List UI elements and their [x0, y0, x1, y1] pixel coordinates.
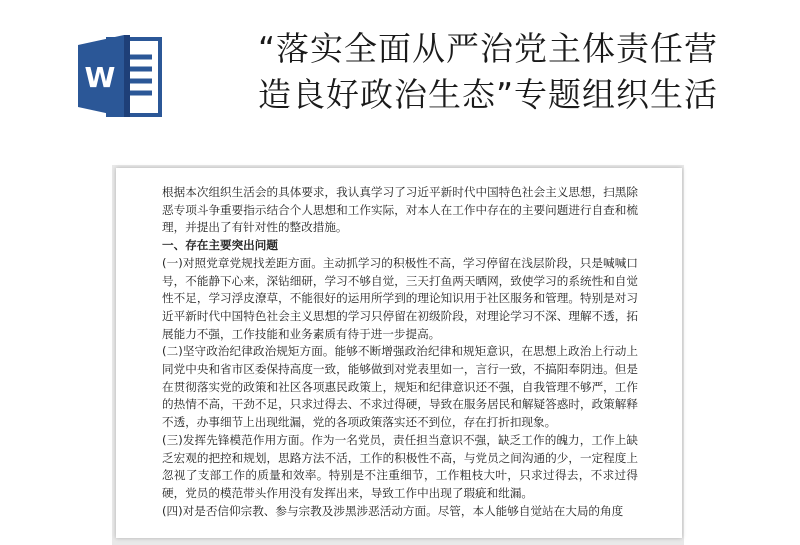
- intro-paragraph: 根据本次组织生活会的具体要求，我认真学习了习近平新时代中国特色社会主义思想，扫黑除恶专项斗争重要指示结合个人思想和工作实际，对本人在工作中存在的主要问题进行自查和梳理，并提出了有针对性的整改措施。: [162, 185, 638, 235]
- header: [0, 0, 800, 160]
- paragraph: (二)坚守政治纪律政治规矩方面。能够不断增强政治纪律和规矩意识，在思想上政治上行动上同党中央和省市区委保持高度一致，能够做到对党表里如一，言行一致，不搞阳奉阴违。但是在贯彻落实党的政策和社区各项惠民政策上，规矩和纪律意识还不强，自我管理不够严，工作的热情不高，干劲不足，只求过得去、不求过得硬，导致在服务居民和解疑答惑时，政策解释不透，办事细节上出现纰漏，党的各项政策落实还不到位，存在打折扣现象。: [162, 344, 638, 430]
- page-title: [188, 26, 788, 118]
- title-line-2: 造良好政治生态”专题组织生活: [257, 75, 719, 114]
- word-document-icon: [78, 31, 166, 121]
- section-heading: 一、存在主要突出问题: [162, 238, 278, 253]
- paragraph: (一)对照党章党规找差距方面。主动抓学习的积极性不高，学习停留在浅层阶段，只是喊喊口号，不能静下心来，深钻细研，学习不够自觉，三天打鱼两天晒网，致使学习的系统性和自觉性不足，学习浮皮潦草，不能很好的运用所学到的理论知识用于社区服务和管理。特别是对习近平新时代中国特色社会主义思想的学习只停留在初级阶段，对理论学习不深、理解不透，拓展能力不强，工作技能和业务素质有待于进一步提高。: [162, 255, 638, 341]
- document-body: [162, 184, 638, 520]
- document-page[interactable]: [116, 168, 682, 538]
- paragraph: (四)对是否信仰宗教、参与宗教及涉黑涉恶活动方面。尽管，本人能够自觉站在大局的角度: [162, 503, 624, 518]
- word-icon-letter: W: [84, 61, 116, 94]
- paragraph: (三)发挥先锋模范作用方面。作为一名党员，责任担当意识不强，缺乏工作的魄力，工作上缺乏宏观的把控和规划，思路方法不活，工作的积极性不高，与党员之间沟通的少，一定程度上忽视了支部工作的质量和效率。特别是不注重细节，工作粗枝大叶，只求过得去，不求过得硬，党员的模范带头作用没有发挥出来，导致工作中出现了瑕疵和纰漏。: [162, 432, 638, 500]
- title-line-1: “落实全面从严治党主体责任营: [257, 29, 719, 68]
